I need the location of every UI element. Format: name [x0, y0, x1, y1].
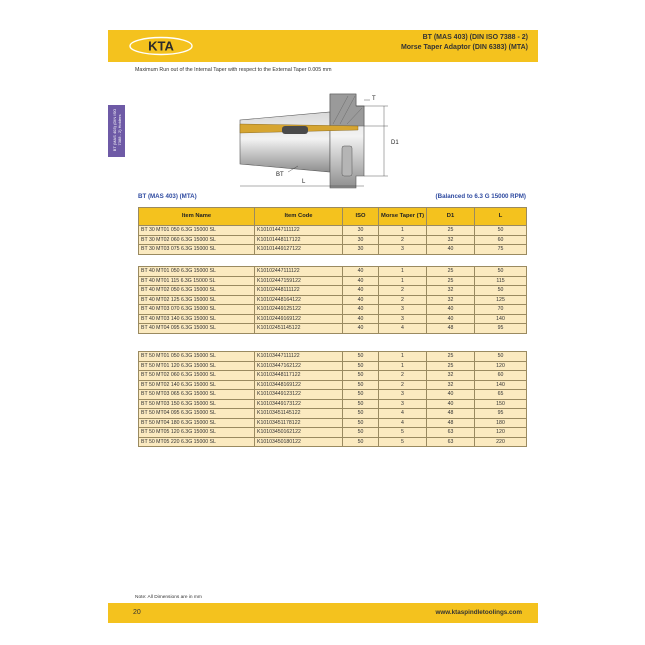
cell-d1: 25: [427, 361, 475, 371]
cell-morse-taper: 2: [379, 295, 427, 305]
table-row: [139, 399, 527, 409]
table-row: [139, 286, 527, 296]
cell-d1: 25: [427, 226, 475, 236]
cell-item-code: K10103450180122: [255, 437, 343, 447]
cell-l: 140: [475, 380, 527, 390]
section-title: BT (MAS 403) (MTA): [138, 193, 197, 200]
col-item-name: Item Name: [139, 208, 255, 226]
cell-morse-taper: 1: [379, 226, 427, 236]
cell-l: 60: [475, 371, 527, 381]
header-title-line2: Morse Taper Adaptor (DIN 6383) (MTA): [400, 44, 528, 51]
cell-d1: 32: [427, 235, 475, 245]
label-l: L: [302, 179, 306, 185]
cell-iso: 50: [343, 409, 379, 419]
cell-d1: 32: [427, 371, 475, 381]
cell-l: 50: [475, 226, 527, 236]
table-row: [139, 235, 527, 245]
table-row: [139, 409, 527, 419]
cell-item-name: BT 40 MT01 115 6.3G 15000 SL: [139, 276, 255, 286]
cell-iso: 40: [343, 295, 379, 305]
cell-morse-taper: 2: [379, 286, 427, 296]
cell-l: 65: [475, 390, 527, 400]
cell-l: 60: [475, 235, 527, 245]
cell-d1: 25: [427, 276, 475, 286]
cell-morse-taper: 4: [379, 324, 427, 334]
balance-note: (Balanced to 6.3 G 15000 RPM): [435, 193, 526, 200]
table-row: [139, 390, 527, 400]
table-row: [139, 361, 527, 371]
cell-morse-taper: 1: [379, 276, 427, 286]
cell-item-name: BT 50 MT01 050 6.3G 15000 SL: [139, 352, 255, 362]
cell-d1: 40: [427, 314, 475, 324]
cell-iso: 50: [343, 352, 379, 362]
logo-text: KTA: [148, 38, 174, 54]
label-bt: BT: [276, 172, 284, 178]
cell-iso: 50: [343, 361, 379, 371]
cell-l: 70: [475, 305, 527, 315]
cell-item-name: BT 50 MT04 180 6.3G 15000 SL: [139, 418, 255, 428]
page-number: 20: [133, 609, 141, 616]
cell-item-name: BT 30 MT03 075 6.3G 15000 SL: [139, 245, 255, 255]
cell-morse-taper: 4: [379, 409, 427, 419]
cell-item-name: BT 50 MT01 120 6.3G 15000 SL: [139, 361, 255, 371]
cell-morse-taper: 1: [379, 361, 427, 371]
cell-iso: 40: [343, 286, 379, 296]
cell-item-code: K10102447111122: [255, 267, 343, 277]
cell-morse-taper: 5: [379, 428, 427, 438]
cell-morse-taper: 1: [379, 267, 427, 277]
website-link[interactable]: www.ktaspindletoolings.com: [435, 609, 522, 616]
cell-item-code: K10103448117122: [255, 371, 343, 381]
cell-iso: 40: [343, 314, 379, 324]
table-row: [139, 352, 527, 362]
cell-item-name: BT 40 MT04 095 6.3G 15000 SL: [139, 324, 255, 334]
cell-item-code: K10102448164122: [255, 295, 343, 305]
col-l: L: [475, 208, 527, 226]
cell-l: 50: [475, 267, 527, 277]
label-d1: D1: [391, 140, 399, 146]
catalog-page: [108, 30, 538, 630]
cell-iso: 50: [343, 371, 379, 381]
cell-l: 50: [475, 352, 527, 362]
cell-item-name: BT 40 MT03 140 6.3G 15000 SL: [139, 314, 255, 324]
cell-item-code: K10103447162122: [255, 361, 343, 371]
cell-item-code: K10103449173122: [255, 399, 343, 409]
cell-morse-taper: 3: [379, 305, 427, 315]
header-title-line1: BT (MAS 403) (DIN ISO 7388 - 2): [422, 34, 528, 41]
cell-l: 75: [475, 245, 527, 255]
cell-morse-taper: 3: [379, 314, 427, 324]
cell-item-name: BT 40 MT02 050 6.3G 15000 SL: [139, 286, 255, 296]
side-tab-label: BT (MAS 403) (DIN ISO 7388 - 2) Holders: [112, 108, 122, 152]
page-header: [108, 30, 538, 62]
cell-d1: 32: [427, 295, 475, 305]
cell-l: 220: [475, 437, 527, 447]
cell-item-name: BT 30 MT01 050 6.3G 15000 SL: [139, 226, 255, 236]
cell-item-code: K10101449127122: [255, 245, 343, 255]
cell-d1: 32: [427, 286, 475, 296]
cell-iso: 50: [343, 418, 379, 428]
table-row: [139, 226, 527, 236]
cell-item-code: K10103448169122: [255, 380, 343, 390]
cell-item-name: BT 50 MT02 060 6.3G 15000 SL: [139, 371, 255, 381]
col-item-code: Item Code: [255, 208, 343, 226]
runout-note: Maximum Run out of the Internal Taper with respect to the External Taper 0.005 mm: [135, 67, 332, 73]
cell-item-name: BT 50 MT02 140 6.3G 15000 SL: [139, 380, 255, 390]
cell-morse-taper: 3: [379, 390, 427, 400]
cell-morse-taper: 2: [379, 235, 427, 245]
table-row: [139, 267, 527, 277]
cell-item-code: K10103451178122: [255, 418, 343, 428]
cell-morse-taper: 2: [379, 380, 427, 390]
table-row: [139, 276, 527, 286]
cell-l: 180: [475, 418, 527, 428]
spec-table-bt30: [138, 207, 527, 255]
dimensions-note: Note: All Dimensions are in mm: [135, 595, 202, 600]
cell-item-code: K10101447111122: [255, 226, 343, 236]
cell-morse-taper: 3: [379, 245, 427, 255]
col-d1: D1: [427, 208, 475, 226]
cell-l: 150: [475, 399, 527, 409]
cell-item-code: K10101448117122: [255, 235, 343, 245]
cell-item-name: BT 50 MT03 065 6.3G 15000 SL: [139, 390, 255, 400]
table-row: [139, 371, 527, 381]
cell-l: 120: [475, 361, 527, 371]
col-iso: ISO: [343, 208, 379, 226]
cell-d1: 48: [427, 324, 475, 334]
cell-l: 120: [475, 428, 527, 438]
cell-item-code: K10103449123122: [255, 390, 343, 400]
cell-morse-taper: 5: [379, 437, 427, 447]
cell-item-code: K10102448111122: [255, 286, 343, 296]
label-t: T: [372, 96, 376, 102]
table-row: [139, 418, 527, 428]
cell-morse-taper: 3: [379, 399, 427, 409]
cell-iso: 40: [343, 324, 379, 334]
col-morse-taper: Morse Taper (T): [379, 208, 427, 226]
kta-logo: [128, 36, 194, 56]
cell-iso: 50: [343, 437, 379, 447]
cell-item-code: K10102451145122: [255, 324, 343, 334]
cell-morse-taper: 2: [379, 371, 427, 381]
cell-iso: 50: [343, 380, 379, 390]
cell-d1: 48: [427, 418, 475, 428]
table-row: [139, 295, 527, 305]
table-row: [139, 428, 527, 438]
cell-item-code: K10103451145122: [255, 409, 343, 419]
cell-item-name: BT 40 MT02 125 6.3G 15000 SL: [139, 295, 255, 305]
cell-l: 140: [475, 314, 527, 324]
cell-iso: 40: [343, 276, 379, 286]
table-row: [139, 380, 527, 390]
cell-item-code: K10103447111122: [255, 352, 343, 362]
cell-d1: 40: [427, 305, 475, 315]
cell-item-name: BT 30 MT02 060 6.3G 15000 SL: [139, 235, 255, 245]
cell-l: 125: [475, 295, 527, 305]
table-row: [139, 324, 527, 334]
cell-item-name: BT 50 MT05 120 6.3G 15000 SL: [139, 428, 255, 438]
cell-item-name: BT 40 MT01 050 6.3G 15000 SL: [139, 267, 255, 277]
table-row: [139, 314, 527, 324]
cell-iso: 40: [343, 267, 379, 277]
cell-d1: 63: [427, 428, 475, 438]
tool-holder-drawing: [238, 86, 418, 192]
table-header-row: [139, 208, 527, 226]
cell-iso: 30: [343, 226, 379, 236]
cell-d1: 32: [427, 380, 475, 390]
cell-item-code: K10102449169122: [255, 314, 343, 324]
cell-item-code: K10103450162122: [255, 428, 343, 438]
cell-item-code: K10102447159122: [255, 276, 343, 286]
cell-item-name: BT 50 MT04 095 6.3G 15000 SL: [139, 409, 255, 419]
cell-iso: 50: [343, 390, 379, 400]
cell-item-name: BT 50 MT03 150 6.3G 15000 SL: [139, 399, 255, 409]
cell-d1: 40: [427, 390, 475, 400]
cell-item-code: K10102449125122: [255, 305, 343, 315]
cell-morse-taper: 4: [379, 418, 427, 428]
cell-iso: 40: [343, 305, 379, 315]
table-row: [139, 437, 527, 447]
cell-iso: 30: [343, 245, 379, 255]
cell-d1: 48: [427, 409, 475, 419]
cell-item-name: BT 40 MT03 070 6.3G 15000 SL: [139, 305, 255, 315]
side-tab: [108, 105, 125, 157]
cell-l: 50: [475, 286, 527, 296]
cell-l: 95: [475, 324, 527, 334]
cell-iso: 30: [343, 235, 379, 245]
cell-d1: 40: [427, 399, 475, 409]
cell-l: 115: [475, 276, 527, 286]
spec-table-bt50: [138, 351, 527, 447]
cell-d1: 25: [427, 267, 475, 277]
table-row: [139, 305, 527, 315]
spec-table-bt40: [138, 266, 527, 334]
cell-l: 95: [475, 409, 527, 419]
cell-iso: 50: [343, 428, 379, 438]
cell-iso: 50: [343, 399, 379, 409]
cell-d1: 25: [427, 352, 475, 362]
cell-d1: 63: [427, 437, 475, 447]
table-row: [139, 245, 527, 255]
cell-d1: 40: [427, 245, 475, 255]
cell-item-name: BT 50 MT05 220 6.3G 15000 SL: [139, 437, 255, 447]
cell-morse-taper: 1: [379, 352, 427, 362]
page-footer: [108, 603, 538, 623]
